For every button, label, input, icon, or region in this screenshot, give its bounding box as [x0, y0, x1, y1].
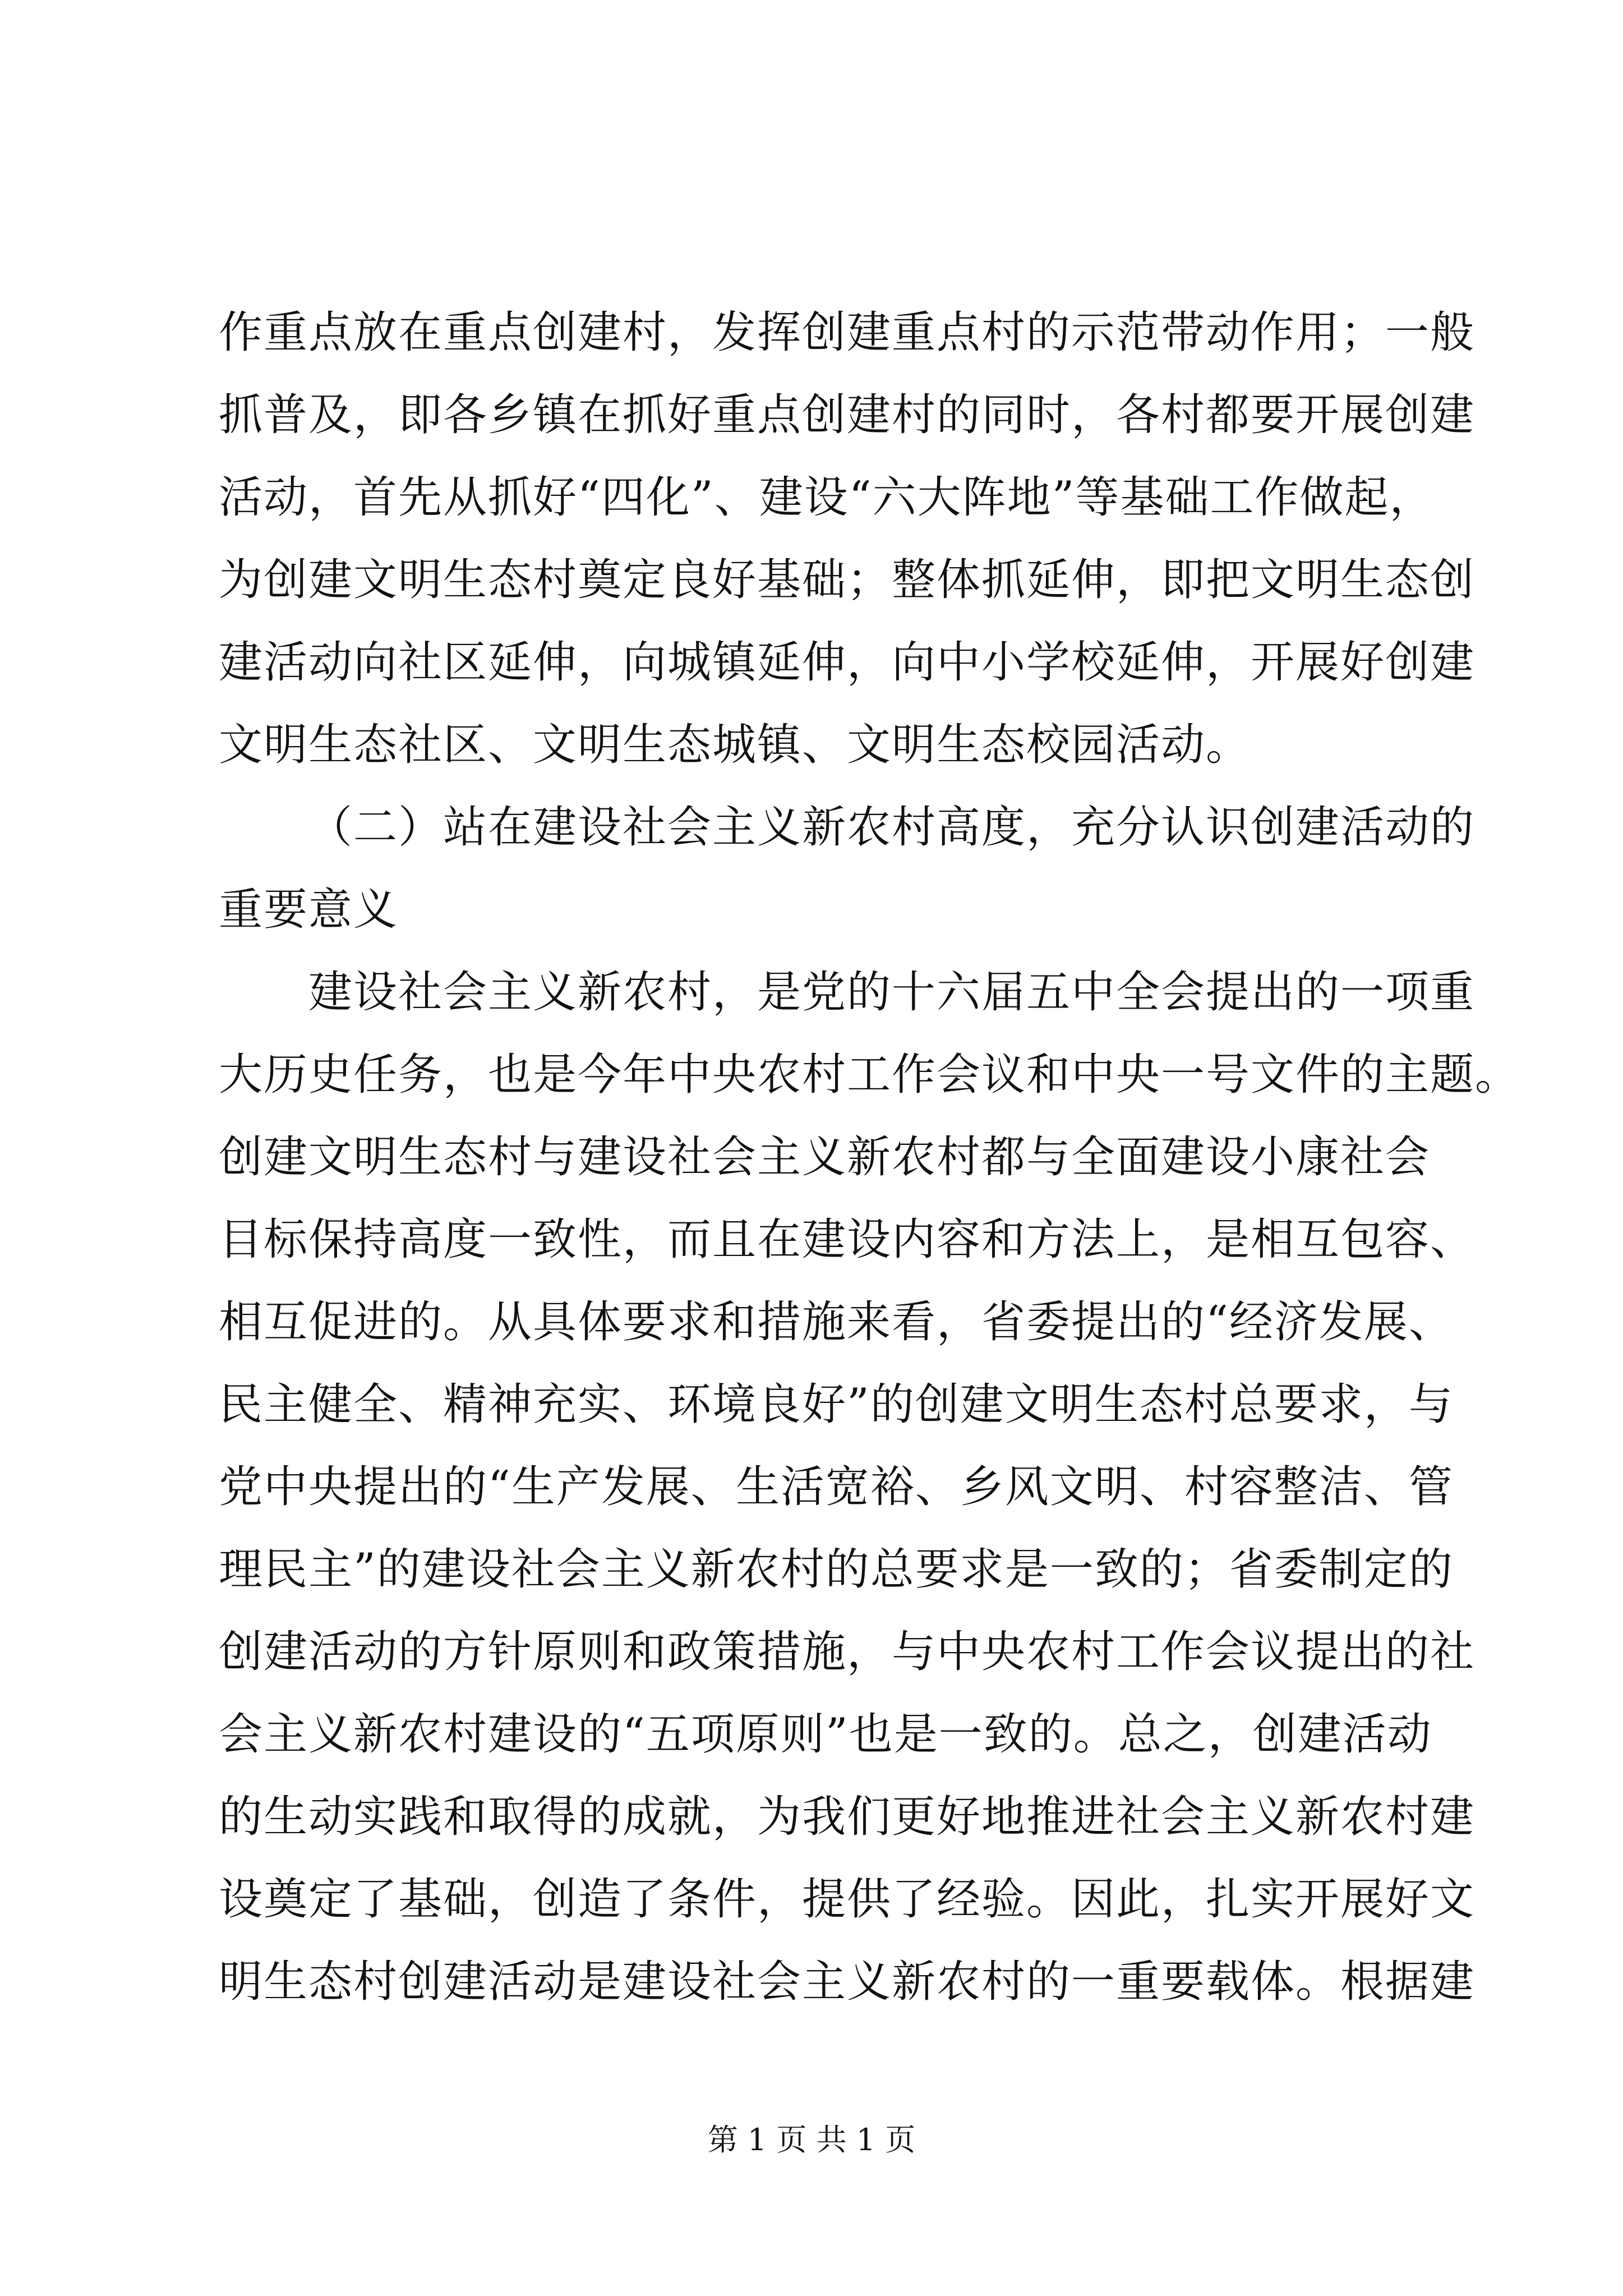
- text-line: 党中央提出的“生产发展、生活宽裕、乡风文明、村容整洁、管: [219, 1462, 1454, 1512]
- text-line: 理民主”的建设社会主义新农村的总要求是一致的；省委制定的: [219, 1544, 1454, 1595]
- text-line: 创建活动的方针原则和政策措施，与中央农村工作会议提出的社: [219, 1627, 1476, 1677]
- text-line: 文明生态社区、文明生态城镇、文明生态校园活动。: [219, 720, 1251, 770]
- text-line: 会主义新农村建设的“五项原则”也是一致的。总之，创建活动: [219, 1709, 1432, 1760]
- text-line: 建活动向社区延伸，向城镇延伸，向中小学校延伸，开展好创建: [219, 637, 1476, 688]
- section-heading: （二）站在建设社会主义新农村高度，充分认识创建活动的: [308, 802, 1476, 853]
- text-line: 的生动实践和取得的成就，为我们更好地推进社会主义新农村建: [219, 1792, 1476, 1842]
- text-line: 抓普及，即各乡镇在抓好重点创建村的同时，各村都要开展创建: [219, 390, 1476, 440]
- text-line: 创建文明生态村与建设社会主义新农村都与全面建设小康社会: [219, 1132, 1431, 1182]
- text-line: 明生态村创建活动是建设社会主义新农村的一重要载体。根据建: [219, 1957, 1476, 2007]
- text-line: 作重点放在重点创建村，发挥创建重点村的示范带动作用；一般: [219, 307, 1476, 358]
- document-body: [219, 292, 1520, 2023]
- text-line: 目标保持高度一致性，而且在建设内容和方法上，是相互包容、: [219, 1214, 1476, 1265]
- section-heading-continued: 重要意义: [219, 885, 399, 935]
- text-line: 民主健全、精神充实、环境良好”的创建文明生态村总要求，与: [219, 1379, 1454, 1430]
- text-line: 大历史任务，也是今年中央农村工作会议和中央一号文件的主题。: [219, 1050, 1520, 1100]
- text-line: 活动，首先从抓好“四化”、建设“六大阵地”等基础工作做起，: [219, 472, 1435, 523]
- text-line: 相互促进的。从具体要求和措施来看，省委提出的“经济发展、: [219, 1297, 1454, 1347]
- page-footer: 第 1 页 共 1 页: [707, 2122, 916, 2157]
- text-line: 为创建文明生态村奠定良好基础；整体抓延伸，即把文明生态创: [219, 555, 1476, 605]
- paragraph-first-line: 建设社会主义新农村，是党的十六届五中全会提出的一项重: [308, 967, 1476, 1018]
- text-line: 设奠定了基础，创造了条件，提供了经验。因此，扎实开展好文: [219, 1874, 1476, 1925]
